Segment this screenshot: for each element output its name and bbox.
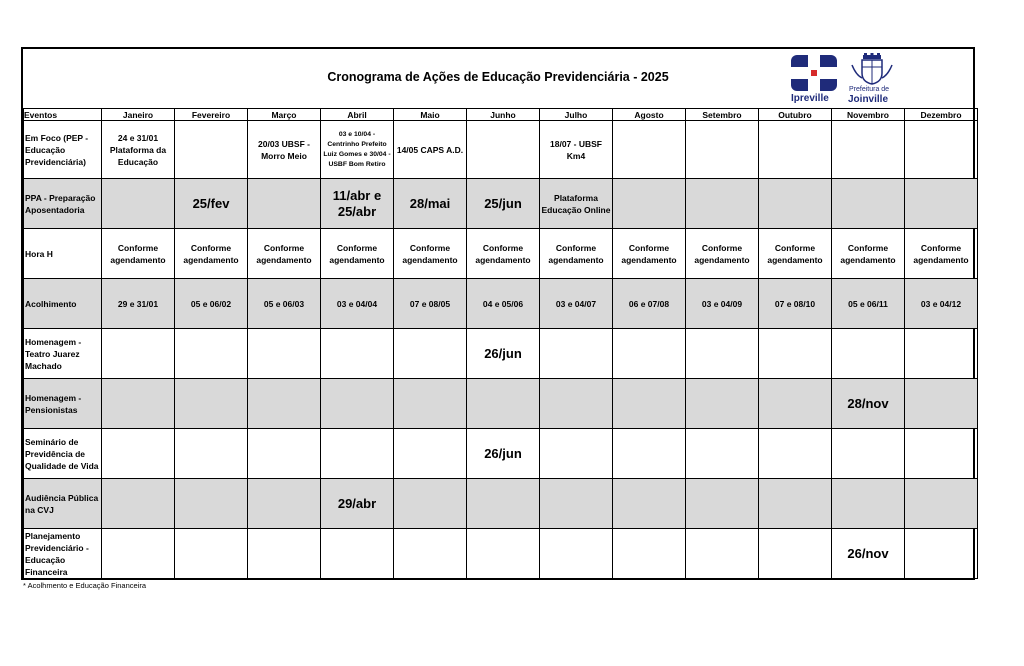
table-cell: 26/jun [467, 429, 540, 479]
table-cell [540, 379, 613, 429]
table-cell [686, 179, 759, 229]
column-header: Eventos [24, 109, 102, 121]
table-cell [175, 479, 248, 529]
table-cell [686, 379, 759, 429]
table-cell: 06 e 07/08 [613, 279, 686, 329]
table-row-homenagem-pensionistas [24, 379, 978, 429]
table-cell [759, 529, 832, 579]
table-cell [905, 429, 978, 479]
prefeitura-label: Prefeitura de [849, 86, 890, 93]
header-row [24, 109, 978, 121]
column-header: Abril [321, 109, 394, 121]
event-label: Seminário de Previdência de Qualidade de Vida [24, 429, 102, 479]
table-row-hora-h [24, 229, 978, 279]
table-cell [686, 479, 759, 529]
table-cell: 29/abr [321, 479, 394, 529]
ipreville-logo-text: Ipreville [791, 93, 829, 104]
column-header: Janeiro [102, 109, 175, 121]
table-cell: 25/fev [175, 179, 248, 229]
column-header: Março [248, 109, 321, 121]
table-cell [905, 479, 978, 529]
table-row-planejamento [24, 529, 978, 579]
table-cell [540, 329, 613, 379]
table-cell [613, 429, 686, 479]
table-cell: Conforme agendamento [905, 229, 978, 279]
table-cell [759, 429, 832, 479]
table-cell [102, 329, 175, 379]
table-cell [759, 329, 832, 379]
table-cell [759, 379, 832, 429]
table-cell [540, 529, 613, 579]
table-cell [175, 529, 248, 579]
table-cell [321, 379, 394, 429]
table-cell [686, 121, 759, 179]
table-cell [905, 329, 978, 379]
table-cell [102, 529, 175, 579]
table-cell [832, 479, 905, 529]
table-cell [102, 429, 175, 479]
table-cell [102, 379, 175, 429]
table-cell [832, 329, 905, 379]
table-cell [321, 529, 394, 579]
table-cell: 26/nov [832, 529, 905, 579]
event-label: Audiência Pública na CVJ [24, 479, 102, 529]
table-cell [613, 479, 686, 529]
table-cell: Conforme agendamento [759, 229, 832, 279]
table-cell [248, 179, 321, 229]
table-cell [394, 379, 467, 429]
table-cell: 03 e 04/12 [905, 279, 978, 329]
event-label: Em Foco (PEP - Educação Previdenciária) [24, 121, 102, 179]
table-cell: 03 e 04/07 [540, 279, 613, 329]
table-cell [321, 329, 394, 379]
column-header: Setembro [686, 109, 759, 121]
event-label: Planejamento Previdenciário - Educação Financeira [24, 529, 102, 579]
table-cell [905, 121, 978, 179]
table-cell [613, 529, 686, 579]
column-header: Fevereiro [175, 109, 248, 121]
table-cell [175, 329, 248, 379]
table-cell [175, 379, 248, 429]
table-cell: 29 e 31/01 [102, 279, 175, 329]
event-label: Acolhimento [24, 279, 102, 329]
table-cell: 11/abr e 25/abr [321, 179, 394, 229]
column-header: Outubro [759, 109, 832, 121]
table-cell [759, 179, 832, 229]
table-cell: Plataforma Educação Online [540, 179, 613, 229]
column-header: Maio [394, 109, 467, 121]
table-cell [248, 529, 321, 579]
table-cell [394, 479, 467, 529]
table-cell: 03 e 04/04 [321, 279, 394, 329]
table-cell: 05 e 06/11 [832, 279, 905, 329]
table-cell: 07 e 08/10 [759, 279, 832, 329]
table-cell: Conforme agendamento [175, 229, 248, 279]
table-cell: 24 e 31/01 Plataforma da Educação [102, 121, 175, 179]
event-label: Homenagem - Teatro Juarez Machado [24, 329, 102, 379]
schedule-sheet [21, 47, 975, 580]
table-cell [248, 429, 321, 479]
table-cell [686, 529, 759, 579]
table-cell: 25/jun [467, 179, 540, 229]
table-cell: Conforme agendamento [321, 229, 394, 279]
table-cell [394, 529, 467, 579]
table-cell [613, 121, 686, 179]
event-label: Hora H [24, 229, 102, 279]
joinville-crest-icon [847, 53, 897, 85]
table-cell [467, 121, 540, 179]
table-cell: Conforme agendamento [248, 229, 321, 279]
schedule-table [23, 108, 978, 579]
joinville-logo [847, 53, 897, 105]
table-cell [248, 379, 321, 429]
table-row-acolhimento [24, 279, 978, 329]
table-cell: Conforme agendamento [540, 229, 613, 279]
table-cell [394, 429, 467, 479]
table-cell [248, 329, 321, 379]
ipreville-cross-icon [785, 53, 843, 93]
header [23, 49, 973, 108]
table-cell: 04 e 05/06 [467, 279, 540, 329]
table-cell [905, 179, 978, 229]
joinville-label: Joinville [848, 94, 889, 105]
table-cell [540, 429, 613, 479]
table-cell [759, 479, 832, 529]
table-cell [321, 429, 394, 479]
footnote: * Acolhmento e Educação Financeira [23, 581, 146, 590]
column-header: Julho [540, 109, 613, 121]
table-cell [905, 529, 978, 579]
table-cell [467, 529, 540, 579]
table-cell [394, 329, 467, 379]
table-cell [832, 179, 905, 229]
table-row-homenagem-teatro [24, 329, 978, 379]
table-row-audiencia [24, 479, 978, 529]
table-cell [613, 179, 686, 229]
ipreville-logo [785, 53, 843, 105]
table-cell [467, 379, 540, 429]
table-cell: 05 e 06/02 [175, 279, 248, 329]
table-cell [175, 121, 248, 179]
table-cell [686, 429, 759, 479]
table-cell: Conforme agendamento [102, 229, 175, 279]
table-row-em-foco [24, 121, 978, 179]
column-header: Novembro [832, 109, 905, 121]
event-label: Homenagem - Pensionistas [24, 379, 102, 429]
table-cell [467, 479, 540, 529]
table-cell [248, 479, 321, 529]
table-cell [686, 329, 759, 379]
table-cell: 03 e 10/04 - Centrinho Prefeito Luiz Gomes e 30/04 - USBF Bom Retiro [321, 121, 394, 179]
table-cell: Conforme agendamento [467, 229, 540, 279]
table-cell [102, 179, 175, 229]
table-cell [175, 429, 248, 479]
table-cell [832, 429, 905, 479]
column-header: Agosto [613, 109, 686, 121]
table-cell [613, 379, 686, 429]
table-cell [759, 121, 832, 179]
table-cell: Conforme agendamento [686, 229, 759, 279]
table-cell [832, 121, 905, 179]
table-cell: 07 e 08/05 [394, 279, 467, 329]
table-cell [540, 479, 613, 529]
table-cell: Conforme agendamento [832, 229, 905, 279]
table-cell: 28/nov [832, 379, 905, 429]
table-cell: 18/07 - UBSF Km4 [540, 121, 613, 179]
table-cell: 28/mai [394, 179, 467, 229]
table-cell [102, 479, 175, 529]
table-cell: 05 e 06/03 [248, 279, 321, 329]
table-row-seminario [24, 429, 978, 479]
event-label: PPA - Preparação Aposentadoria [24, 179, 102, 229]
table-cell: 03 e 04/09 [686, 279, 759, 329]
table-cell [613, 329, 686, 379]
table-cell: 20/03 UBSF - Morro Meio [248, 121, 321, 179]
document-title: Cronograma de Ações de Educação Previdenciária - 2025 [327, 70, 669, 84]
table-row-ppa [24, 179, 978, 229]
column-header: Junho [467, 109, 540, 121]
table-cell: 26/jun [467, 329, 540, 379]
column-header: Dezembro [905, 109, 978, 121]
table-cell [905, 379, 978, 429]
table-cell: Conforme agendamento [394, 229, 467, 279]
table-cell: Conforme agendamento [613, 229, 686, 279]
table-cell: 14/05 CAPS A.D. [394, 121, 467, 179]
